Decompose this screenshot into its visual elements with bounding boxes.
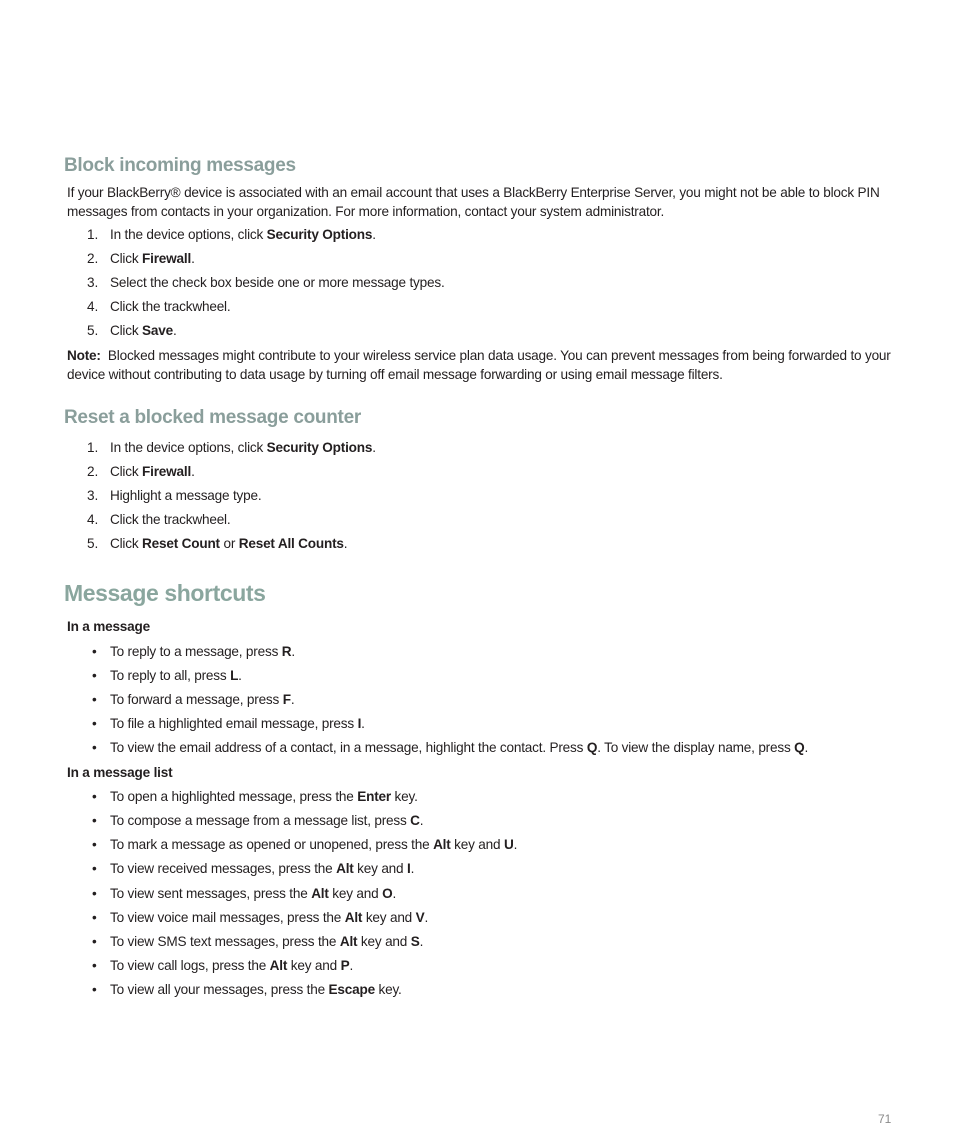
group-label-in-message-list: In a message list (67, 765, 173, 780)
bullet: • (92, 861, 97, 876)
section-heading-reset-counter: Reset a blocked message counter (64, 407, 361, 428)
list-item: To view voice mail messages, press the Alt key and V. (110, 910, 429, 925)
list-item: To forward a message, press F. (110, 692, 295, 707)
list-item: To view all your messages, press the Escape key. (110, 982, 402, 997)
bullet: • (92, 934, 97, 949)
bullet: • (92, 886, 97, 901)
list-item: To file a highlighted email message, press I. (110, 716, 365, 731)
step-number: 4. (87, 299, 99, 314)
bullet: • (92, 692, 97, 707)
step-number: 5. (87, 323, 99, 338)
step-text: In the device options, click Security Options. (110, 227, 376, 242)
step-number: 2. (87, 251, 99, 266)
list-item: To open a highlighted message, press the Enter key. (110, 789, 418, 804)
step-text: Click Save. (110, 323, 177, 338)
bullet: • (92, 716, 97, 731)
section-heading-block-incoming: Block incoming messages (64, 155, 296, 176)
step-text: Click Reset Count or Reset All Counts. (110, 536, 348, 551)
step-number: 1. (87, 440, 99, 455)
list-item: To view sent messages, press the Alt key and O. (110, 886, 397, 901)
step-text: Click Firewall. (110, 464, 195, 479)
bullet: • (92, 644, 97, 659)
step-number: 4. (87, 512, 99, 527)
step-number: 2. (87, 464, 99, 479)
bullet: • (92, 813, 97, 828)
step-number: 5. (87, 536, 99, 551)
page-number: 71 (878, 1112, 892, 1126)
step-text: Highlight a message type. (110, 488, 262, 503)
step-number: 3. (87, 488, 99, 503)
group-label-in-message: In a message (67, 619, 150, 634)
step-text: Click Firewall. (110, 251, 195, 266)
note-label: Note: (67, 348, 101, 363)
list-item: To reply to all, press L. (110, 668, 242, 683)
note-paragraph (67, 346, 897, 384)
intro-paragraph: If your BlackBerry® device is associated with an email account that uses a BlackBerry Enterprise Server, you might not be able to block PIN messages from contacts in your organization. For more information, contact your system administrator. (67, 185, 880, 219)
list-item: To view the email address of a contact, in a message, highlight the contact. Press Q. To view the display name, press Q. (110, 740, 809, 755)
step-number: 3. (87, 275, 99, 290)
step-text: Select the check box beside one or more message types. (110, 275, 445, 290)
list-item: To mark a message as opened or unopened, press the Alt key and U. (110, 837, 518, 852)
bullet: • (92, 910, 97, 925)
list-item: To view received messages, press the Alt key and I. (110, 861, 415, 876)
step-text: In the device options, click Security Options. (110, 440, 376, 455)
note-text: Blocked messages might contribute to your wireless service plan data usage. You can prevent messages from being forwarded to your device without contributing to data usage by turning off email message forwarding or using email message filters. (67, 348, 891, 382)
bullet: • (92, 668, 97, 683)
page-title-message-shortcuts: Message shortcuts (64, 580, 266, 606)
bullet: • (92, 789, 97, 804)
step-number: 1. (87, 227, 99, 242)
list-item: To view SMS text messages, press the Alt key and S. (110, 934, 424, 949)
list-item: To view call logs, press the Alt key and P. (110, 958, 354, 973)
bullet: • (92, 958, 97, 973)
bullet: • (92, 837, 97, 852)
step-text: Click the trackwheel. (110, 299, 231, 314)
list-item: To compose a message from a message list, press C. (110, 813, 424, 828)
bullet: • (92, 982, 97, 997)
step-text: Click the trackwheel. (110, 512, 231, 527)
list-item: To reply to a message, press R. (110, 644, 295, 659)
bullet: • (92, 740, 97, 755)
